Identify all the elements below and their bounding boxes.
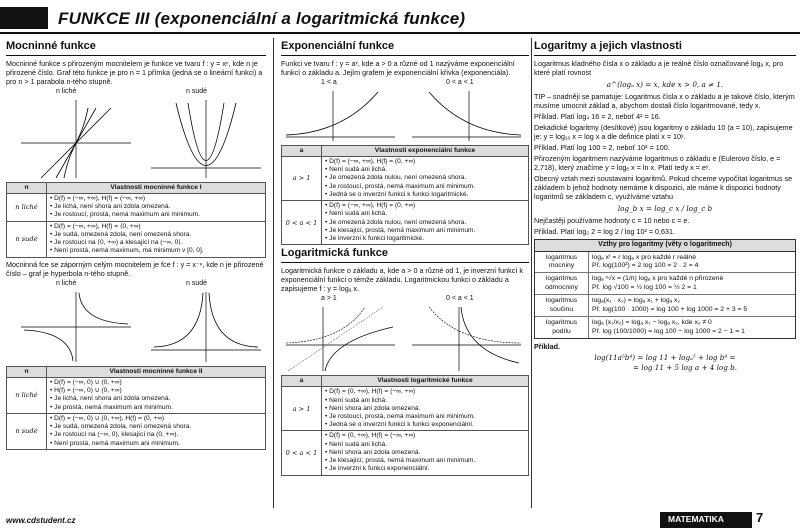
- example-line-1: log(11a⁵b⁴) = log 11 + logₐ⁵ + log b⁴ =: [594, 353, 736, 363]
- graph-caption: 0 < a < 1: [446, 78, 474, 86]
- table-header: Vlastnosti mocninné funkce II: [47, 366, 266, 377]
- hyperbola-graphs: [6, 280, 266, 364]
- property: • Je rostoucí, prostá, nemá maximum ani minimum.: [50, 211, 262, 219]
- property: • Není prostá, nemá maximum ani minimum.: [50, 440, 262, 448]
- exp-graphs: [281, 79, 529, 143]
- power-table-2: [6, 366, 266, 450]
- rule-row: [535, 317, 795, 338]
- column-divider: [273, 38, 274, 508]
- row-label: n sudé: [7, 221, 47, 257]
- box-heading: Vzthy pro logaritmy (věty o logaritmech): [535, 240, 795, 252]
- power-table-1: [6, 182, 266, 258]
- row-label: 0 < a < 1: [282, 201, 322, 245]
- table-header: Vlastnosti mocninné funkce I: [47, 182, 266, 193]
- paragraph: Dekadické logaritmy (desítkové) jsou logaritmy o základu 10 (a = 10), zapisujeme je: y = log₁₀ x = log x a dle definice platí x = 10ʸ.: [534, 122, 793, 141]
- title-accent-bar: [0, 7, 48, 29]
- graph-even-power: [146, 98, 266, 180]
- section-label: MATEMATIKA: [660, 512, 752, 528]
- graph-exp-increasing: [283, 89, 398, 143]
- rule-row: [535, 295, 795, 317]
- property: • Je klesající, prostá, nemá maximum ani minimum.: [325, 227, 525, 235]
- property: • Je rostoucí na (−∞, 0), klesající na (0, +∞).: [50, 431, 262, 439]
- paragraph: Přirozeným logaritmem nazýváme logaritmus o základu e (Eulerovo číslo, e = 2,718), který značíme y = logₑ x = ln x. Platí tedy x = eʸ.: [534, 153, 781, 172]
- property: • Je inverzní k funkci exponenciální.: [325, 465, 525, 473]
- paragraph: Nejčastěji používáme hodnoty c = 10 nebo c = e.: [534, 215, 690, 225]
- property: • Je klesající, prostá, nemá maximum ani minimum.: [325, 457, 525, 465]
- exp-table: [281, 145, 529, 246]
- rule-label: logaritmus součinu: [535, 295, 589, 316]
- example-line-2: = log 11 + 5 log a + 4 log b.: [632, 363, 738, 373]
- rule-label: logaritmus mocniny: [535, 252, 589, 273]
- table-header: n: [7, 366, 47, 377]
- property: • Je prostá, nemá maximum ani minimum.: [50, 404, 262, 412]
- table-header: a: [282, 376, 322, 387]
- paragraph: Mocninná fce se záporným celým mocnitelem je fce f : y = x⁻ⁿ, kde n je přirozené číslo – graf je hyperbola n-tého stupně.: [6, 259, 264, 278]
- property: • D(f) = (−∞, +∞), H(f) = (0, +∞): [325, 202, 525, 210]
- power-graphs: [6, 88, 266, 180]
- paragraph: TIP – snadněji se pamatuje: Logaritmus čísla x o základu a je takové číslo, kterým musíme umocnit základ a, abychom dostali číslo logaritmované, tedy x.: [534, 91, 795, 110]
- column-logarithm-properties: [534, 40, 796, 372]
- graph-odd-power: [16, 98, 136, 180]
- page-title: FUNKCE III (exponenciální a logaritmická funkce): [58, 9, 466, 28]
- log-graphs: [281, 295, 529, 373]
- row-label: a > 1: [282, 387, 322, 431]
- paragraph: Mocninné funkce s přirozeným mocnitelem je funkce ve tvaru f : y = xⁿ, kde n je přirozené číslo. Graf této funkce je pro n = 1 přímka (jedná se o lineární funkci) a pro n > 1 parabola n-tého stupně.: [6, 58, 263, 86]
- property: • D(f) = (0, +∞), H(f) = (−∞, +∞): [325, 432, 525, 440]
- rule-example: Př. log(100 · 1000) = log 100 + log 1000 = 2 + 3 = 5: [592, 305, 748, 313]
- property: • Není shora ani zdola omezená.: [325, 449, 525, 457]
- paragraph: Logaritmická funkce o základu a, kde a > 0 a různé od 1, je inverzní funkcí k exponenciální funkci o témže základu. Logaritmickou funkci o základu a zapisujeme f : y = logₐ x.: [281, 266, 523, 294]
- footer-url[interactable]: www.cdstudent.cz: [6, 516, 76, 525]
- log-table: [281, 375, 529, 476]
- property: • Není sudá ani lichá.: [325, 166, 525, 174]
- property: • Není shora ani zdola omezená.: [325, 405, 525, 413]
- paragraph: Funkci ve tvaru f : y = aˣ, kde a > 0 a různé od 1 nazýváme exponenciální funkcí o základu a. Jejím grafem je exponenciální křivka (exponenciála).: [281, 58, 515, 77]
- column-exp-log-functions: [281, 40, 529, 478]
- change-of-base-formula: log_b x = log_c x / log_c b: [617, 203, 713, 213]
- graph-caption: n liché: [56, 87, 77, 95]
- table-header: Vlastnosti exponenciální funkce: [322, 145, 529, 156]
- property: • Je sudá, omezená zdola, není omezená shora.: [50, 423, 262, 431]
- example-label: Příklad.: [534, 342, 560, 352]
- graph-log-decreasing: [409, 305, 524, 373]
- section-heading: Logaritmy a jejich vlastnosti: [534, 40, 796, 56]
- row-label: n liché: [7, 377, 47, 413]
- property: • Je rostoucí, prostá, nemá maximum ani minimum.: [325, 413, 525, 421]
- property: • Není sudá ani lichá.: [325, 210, 525, 218]
- section-heading: Mocninné funkce: [6, 40, 266, 56]
- table-header: Vlastnosti logaritmické funkce: [322, 376, 529, 387]
- property: • D(f) = (−∞, 0) ∪ (0, +∞): [50, 379, 262, 387]
- property: • Je sudá, omezená zdola, není omezená shora.: [50, 231, 262, 239]
- property: • D(f) = (0, +∞), H(f) = (−∞, +∞): [325, 388, 525, 396]
- property: • H(f) = (−∞, 0) ∪ (0, +∞): [50, 387, 262, 395]
- log-rules-box: [534, 239, 796, 340]
- property: • D(f) = (−∞, +∞), H(f) = (−∞, +∞): [50, 195, 262, 203]
- footer: [0, 508, 800, 530]
- property: • Je rostoucí, prostá, nemá maximum ani minimum.: [325, 183, 525, 191]
- property: • D(f) = (−∞, 0) ∪ (0, +∞), H(f) = (0, +∞): [50, 415, 262, 423]
- row-label: n sudé: [7, 413, 47, 449]
- property: • Jedná se o inverzní funkci k funkci logaritmické.: [325, 191, 525, 199]
- property: • Je rostoucí na ⟨0, +∞) a klesající na (−∞, 0⟩.: [50, 239, 262, 247]
- row-label: n liché: [7, 193, 47, 221]
- title-rule: [0, 32, 800, 34]
- paragraph: Obecný vztah mezi soustavami logaritmů. Pokud chceme vypočítat logaritmus se základem b jehož hodnoty nemáme k dispozici, ale máme k dispozici hodnoty logaritmů se základem c, využíváme vztahu: [534, 173, 793, 201]
- graph-caption: 0 < a < 1: [446, 295, 474, 303]
- property: • Je omezená zdola nulou, není omezená shora.: [325, 219, 525, 227]
- row-label: 0 < a < 1: [282, 431, 322, 475]
- definition-formula: a^(logₐ x) = x, kde x > 0, a ≠ 1.: [606, 79, 724, 89]
- rule-label: logaritmus odmocniny: [535, 273, 589, 294]
- page-number: 7: [756, 510, 764, 525]
- graph-caption: n sudé: [186, 87, 208, 95]
- graph-even-hyperbola: [146, 290, 266, 364]
- rule-formula: logₐ ⁿ√x = (1/n) logₐ x pro každé n přirozené: [592, 275, 724, 283]
- property: • D(f) = (−∞, +∞), H(f) = ⟨0, +∞): [50, 223, 262, 231]
- rule-label: logaritmus podílu: [535, 317, 589, 338]
- property: • Není prostá, nemá maximum, má minimum v [0, 0].: [50, 247, 262, 255]
- section-heading: Logaritmická funkce: [281, 247, 529, 263]
- title-bar: [0, 0, 800, 34]
- property: • Je lichá, není shora ani zdola omezená.: [50, 203, 262, 211]
- graph-caption: a > 1: [321, 295, 337, 303]
- graph-caption: n liché: [56, 279, 77, 287]
- paragraph: Logaritmus kladného čísla x o základu a je reálné číslo označované logₐ x, pro které platí rovnost: [534, 58, 784, 77]
- rule-example: Př. log (100/1000) = log 100 − log 1000 = 2 − 1 = 1: [592, 327, 745, 335]
- graph-caption: n sudé: [186, 279, 208, 287]
- graph-caption: 1 < a: [321, 78, 337, 86]
- property: • Je omezená zdola nulou, není omezená shora.: [325, 174, 525, 182]
- table-header: n: [7, 182, 47, 193]
- row-label: a > 1: [282, 156, 322, 200]
- table-header: a: [282, 145, 322, 156]
- property: • Není sudá ani lichá.: [325, 397, 525, 405]
- property: • Je inverzní k funkci logaritmické.: [325, 235, 525, 243]
- paragraph: Příklad. Platí log₂ 2 = log 2 / log 10² = 0,631.: [534, 226, 676, 236]
- rule-formula: logₐ(x₁ · x₂) = logₐ x₁ + logₐ x₂: [592, 297, 681, 305]
- rule-example: Př. log √100 = ½ log 100 = ½ 2 = 1: [592, 283, 697, 291]
- rule-formula: logₐ (x₁/x₂) = logₐ x₁ − logₐ x₂, kde x₂ ≠ 0: [592, 319, 712, 327]
- rule-row: [535, 252, 795, 274]
- graph-exp-decreasing: [409, 89, 524, 143]
- paragraph: Příklad. Platí log₄ 16 = 2, neboť 4² = 16.: [534, 111, 661, 121]
- property: • Není sudá ani lichá.: [325, 441, 525, 449]
- column-power-functions: [6, 40, 266, 452]
- property: • Je lichá, není shora ani zdola omezená.: [50, 395, 262, 403]
- rule-example: Př. log(100²) = 2 log 100 = 2 · 2 = 4: [592, 261, 699, 269]
- property: • D(f) = (−∞, +∞), H(f) = (0, +∞): [325, 158, 525, 166]
- graph-log-increasing: [283, 305, 398, 373]
- section-heading: Exponenciální funkce: [281, 40, 529, 56]
- rule-formula: logₐ xʳ = r logₐ x pro každé r reálné: [592, 253, 696, 261]
- graph-odd-hyperbola: [16, 290, 136, 364]
- column-divider: [531, 38, 532, 508]
- property: • Jedná se o inverzní funkci k funkci exponenciální.: [325, 421, 525, 429]
- paragraph: Příklad. Platí log 100 = 2, neboť 10² = 100.: [534, 142, 670, 152]
- rule-row: [535, 273, 795, 295]
